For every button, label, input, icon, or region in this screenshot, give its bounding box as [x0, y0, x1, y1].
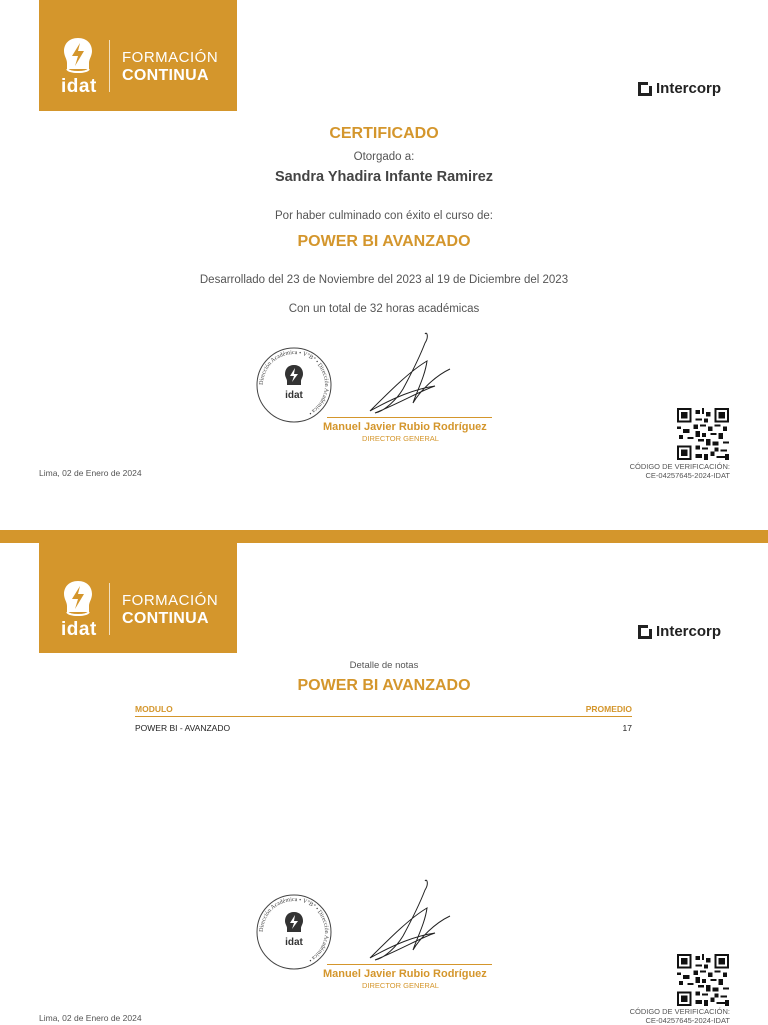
verification-label: CÓDIGO DE VERIFICACIÓN: — [629, 1007, 730, 1016]
grades-page — [0, 543, 768, 1024]
logo-line1: FORMACIÓN — [122, 592, 219, 609]
verification-block — [630, 462, 730, 480]
idat-logo — [39, 0, 237, 111]
verification-label: CÓDIGO DE VERIFICACIÓN: — [629, 462, 730, 471]
logo-idat-text: idat — [61, 619, 97, 640]
signer-role: DIRECTOR GENERAL — [362, 981, 439, 990]
logo-separator — [109, 40, 110, 92]
awarded-to-label: Otorgado a: — [353, 151, 415, 163]
col-average-header: PROMEDIO — [585, 704, 632, 714]
place-date: Lima, 02 de Enero de 2024 — [39, 1013, 142, 1023]
qr-code — [677, 954, 729, 1006]
signature-block — [255, 346, 495, 446]
seal-logo-text: idat — [285, 937, 303, 948]
recipient-name: Sandra Yhadira Infante Ramirez — [274, 169, 494, 185]
course-hours: Con un total de 32 horas académicas — [288, 303, 480, 315]
brain-bolt-icon — [61, 36, 95, 74]
course-name: POWER BI AVANZADO — [297, 233, 471, 250]
logo-idat-text: idat — [61, 76, 97, 97]
page-divider — [0, 530, 768, 543]
intercorp-icon — [638, 82, 652, 96]
brain-bolt-icon — [61, 579, 95, 617]
seal-ring-text: Dirección Académica • V°B° • Dirección Académica • — [258, 349, 330, 416]
intercorp-logo — [638, 623, 721, 640]
intercorp-text: Intercorp — [656, 623, 722, 640]
signature-block — [255, 893, 495, 993]
handwritten-signature — [355, 331, 465, 416]
certificate-title: CERTIFICADO — [329, 125, 439, 142]
qr-code — [677, 408, 729, 460]
col-module-header: MODULO — [135, 704, 173, 714]
verification-code: CE-04257645-2024-IDAT — [645, 471, 730, 480]
handwritten-signature — [355, 878, 465, 963]
seal-stamp-icon — [255, 893, 333, 971]
logo-line2: CONTINUA — [122, 610, 209, 627]
place-date: Lima, 02 de Enero de 2024 — [39, 468, 142, 478]
course-period: Desarrollado del 23 de Noviembre del 2023 al 19 de Diciembre del 2023 — [199, 274, 569, 286]
verification-code: CE-04257645-2024-IDAT — [645, 1016, 730, 1025]
signature-line — [327, 964, 492, 965]
row-module: POWER BI - AVANZADO — [135, 723, 231, 733]
intercorp-text: Intercorp — [656, 80, 722, 97]
logo-line1: FORMACIÓN — [122, 49, 219, 66]
table-row — [135, 717, 632, 733]
signer-name: Manuel Javier Rubio Rodríguez — [323, 968, 487, 980]
seal-stamp-icon — [255, 346, 333, 424]
idat-logo — [39, 543, 237, 653]
seal-logo-text: idat — [285, 390, 303, 401]
intercorp-logo — [638, 80, 721, 97]
grades-title: Detalle de notas — [349, 660, 419, 671]
verification-block — [630, 1007, 730, 1025]
signature-line — [327, 417, 492, 418]
row-average: 17 — [622, 723, 632, 733]
grades-table — [135, 704, 632, 733]
grades-table-header — [135, 704, 632, 717]
intercorp-icon — [638, 625, 652, 639]
logo-line2: CONTINUA — [122, 67, 209, 84]
signer-role: DIRECTOR GENERAL — [362, 434, 439, 443]
logo-separator — [109, 583, 110, 635]
reason-text: Por haber culminado con éxito el curso de: — [275, 210, 493, 222]
seal-ring-text: Dirección Académica • V°B° • Dirección Académica • — [258, 896, 330, 963]
grades-course-name: POWER BI AVANZADO — [297, 677, 471, 694]
signer-name: Manuel Javier Rubio Rodríguez — [323, 421, 487, 433]
